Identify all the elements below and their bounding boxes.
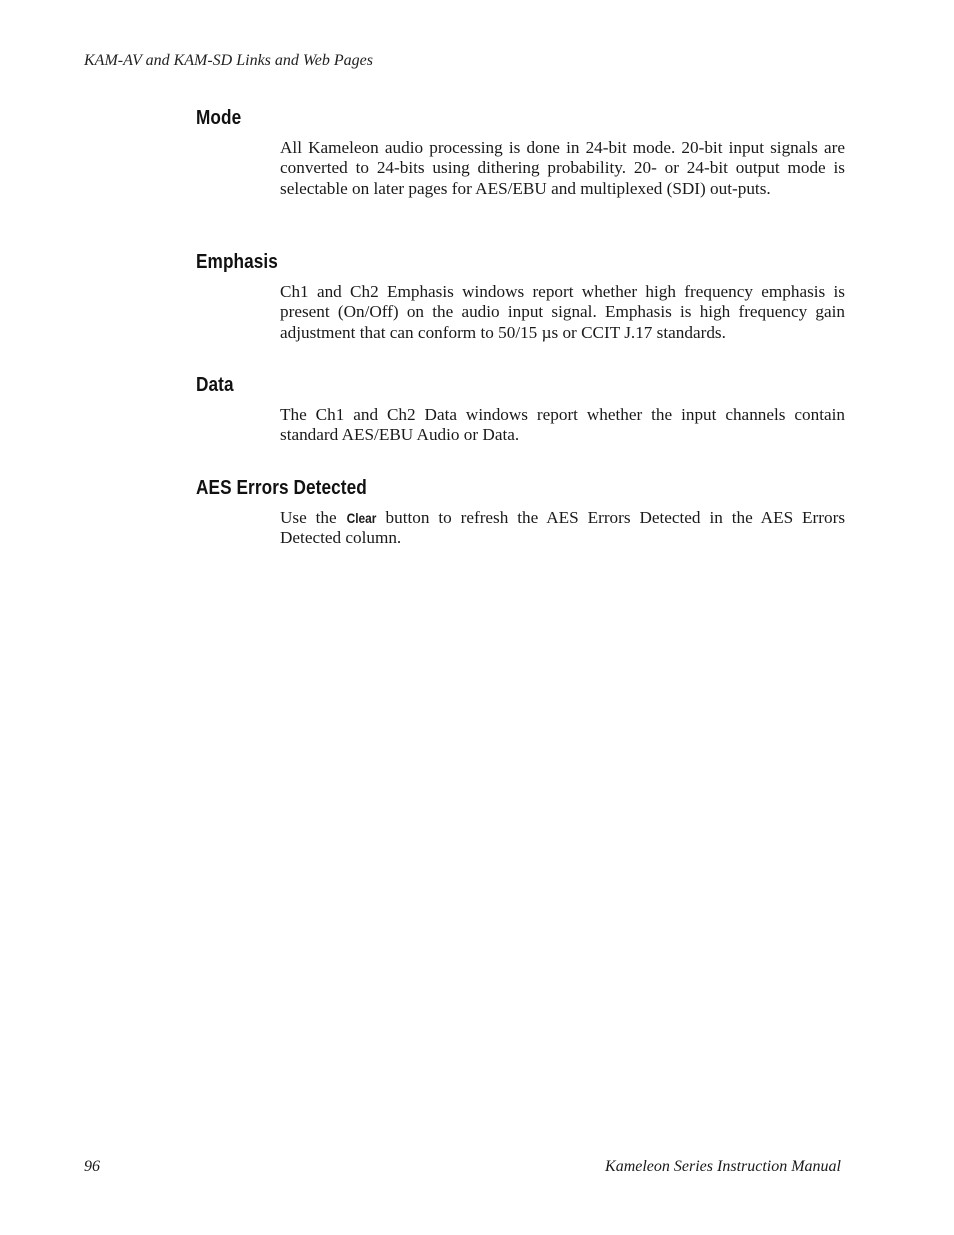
manual-title: Kameleon Series Instruction Manual: [605, 1158, 841, 1175]
page-number: 96: [84, 1158, 100, 1175]
section-heading-emphasis: Emphasis: [196, 251, 278, 273]
section-heading-mode: Mode: [196, 107, 242, 129]
section-heading-aes-errors-detected: AES Errors Detected: [196, 477, 367, 499]
section-body-mode: All Kameleon audio processing is done in 24-bit mode. 20-bit input signals are converted to 24-bits using dithering probability. 20- or 24-bit output mode is selectable on later pages for AES/EBU and multiplexed (SDI) out-puts.: [280, 138, 845, 198]
clear-button-label: Clear: [346, 510, 376, 526]
section-body-data: The Ch1 and Ch2 Data windows report whether the input channels contain standard AES/EBU Audio or Data.: [280, 405, 845, 445]
section-body-aes-errors-detected: [280, 508, 845, 549]
body-text-before: Use the: [280, 508, 337, 527]
body-text-after: button to refresh the AES Errors Detected in the AES Errors Detected column.: [280, 508, 846, 548]
section-body-emphasis: Ch1 and Ch2 Emphasis windows report whether high frequency emphasis is present (On/Off) on the audio input signal. Emphasis is high frequency gain adjustment that can conform to 50/15 µs or CCIT J.17 standards.: [280, 282, 845, 342]
section-heading-data: Data: [196, 374, 234, 396]
running-header: KAM-AV and KAM-SD Links and Web Pages: [84, 52, 373, 69]
